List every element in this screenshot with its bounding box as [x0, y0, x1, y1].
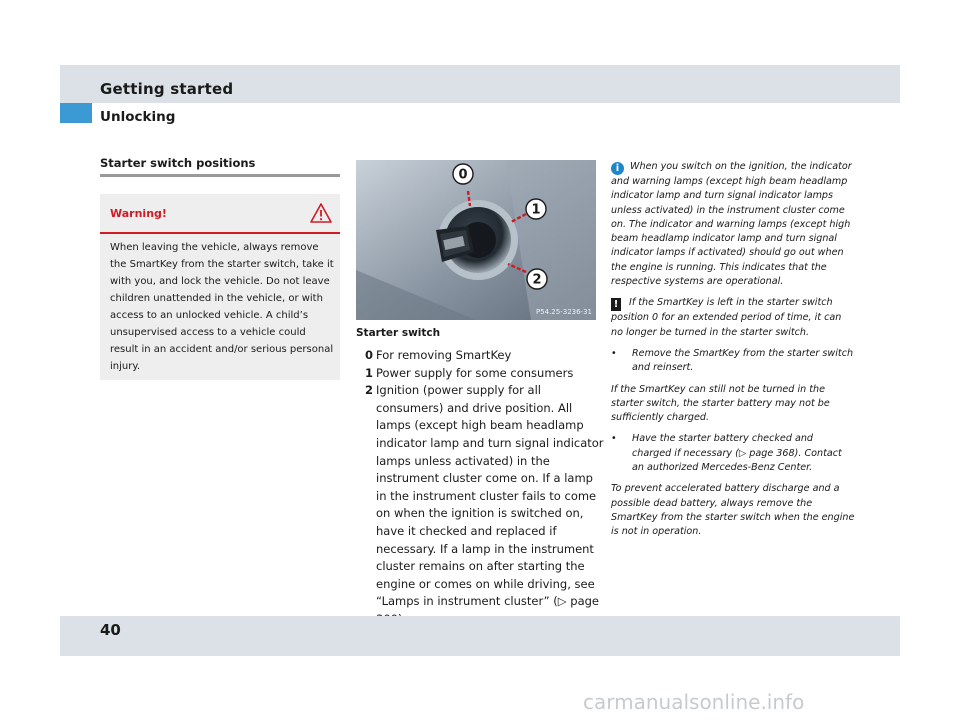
subsection-rule	[100, 174, 340, 177]
section-title: Unlocking	[100, 109, 176, 125]
starter-switch-photo	[356, 160, 596, 320]
chapter-title: Getting started	[100, 80, 234, 98]
bullet-icon: •	[611, 433, 617, 445]
warning-box	[100, 194, 340, 380]
note-paragraph: If the SmartKey can still not be turned in the starter switch, the starter battery may not be sufficiently charged.	[611, 383, 830, 424]
position-number: 1	[365, 365, 374, 380]
starter-switch-illustration	[356, 160, 596, 320]
alert-icon: !	[611, 298, 621, 311]
footer-band	[60, 616, 900, 656]
list-item	[365, 347, 605, 365]
list-item	[365, 365, 605, 383]
svg-text:1: 1	[531, 202, 541, 218]
warning-label: Warning!	[110, 207, 167, 220]
alert-note	[611, 296, 855, 340]
position-text: Power supply for some consumers	[376, 365, 574, 380]
position-text: Ignition (power supply for all consumers) and drive position. All lamps (except high beam headlamp indicator lamp and turn signal indicator lamps unless activated) in the instrument cluster come on. If a lamp in the instrument cluster fails to come on when the ignition is switched on, have it checked and replaced if necessary. If a lamp in the instrument cluster remains on after starting the engine or comes on while driving, see “Lamps in instrument cluster” (▷ page	[376, 383, 604, 609]
notes-column	[611, 160, 855, 547]
callout-0	[453, 164, 473, 184]
watermark-text: carmanualsonline.info	[583, 690, 805, 714]
alert-note-text: If the SmartKey is left in the starter switch position 0 for an extended period of time, it can no longer be turned in the starter switch.	[611, 297, 842, 338]
switch-positions-list	[365, 347, 605, 629]
bullet-item	[611, 432, 855, 475]
position-number: 2	[365, 383, 374, 398]
subsection-title: Starter switch positions	[100, 156, 256, 170]
bullet-icon: •	[611, 347, 617, 359]
bullet-text: Remove the SmartKey from the starter switch and reinsert.	[632, 347, 854, 374]
section-tab-marker	[60, 103, 92, 123]
warning-triangle-icon	[310, 202, 332, 224]
figure-code: P54.25-3236-31	[535, 308, 592, 316]
page-number: 40	[100, 621, 121, 639]
info-note	[611, 160, 855, 289]
position-text: For removing SmartKey	[376, 348, 512, 362]
svg-text:2: 2	[532, 272, 542, 288]
callout-1	[526, 199, 546, 219]
bullet-item	[611, 347, 855, 376]
warning-text: When leaving the vehicle, always remove the SmartKey from the starter switch, take it with you, and lock the vehicle. Do not leave children unattended in the vehicle, or with access to an unlocked vehicle. A child’s unsupervised access to a vehicle could result in an accident and/or serious personal injury.	[110, 242, 334, 372]
note-paragraph: To prevent accelerated battery discharge and a possible dead battery, always remove the SmartKey from the starter switch when the engine is not in operation.	[611, 483, 855, 538]
figure-caption: Starter switch	[356, 327, 441, 339]
warning-rule	[100, 232, 340, 234]
bullet-text: Have the starter battery checked and charged if necessary (▷ page 368). Contact an authorized Mercedes-Benz Center.	[632, 433, 842, 474]
callout-2	[527, 269, 547, 289]
info-icon: i	[611, 162, 624, 175]
list-item	[365, 382, 605, 628]
info-note-text: When you switch on the ignition, the indicator and warning lamps (except high beam headlamp indicator lamp and turn signal indicator lamps unless activated) in the instrument cluster come on. The indicator and warning lamps (except high beam headlamp indicator lamp and turn signal indicator lamps if activated) should go out when the engine is running. This indicates that the respective systems are operational.	[611, 161, 852, 288]
svg-text:0: 0	[458, 167, 468, 183]
position-number: 0	[365, 348, 374, 362]
